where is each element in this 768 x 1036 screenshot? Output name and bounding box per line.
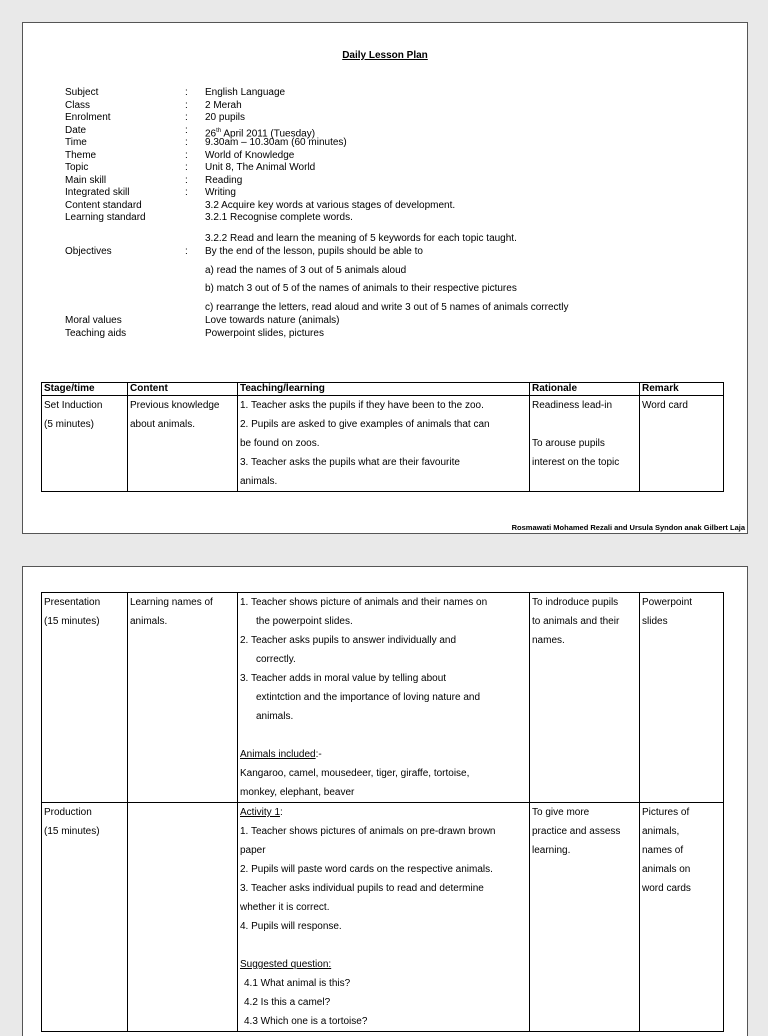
document-page-1	[22, 22, 748, 534]
objectives-colon: :	[185, 246, 188, 257]
lesson-table-page1	[41, 382, 724, 492]
cell-teaching: 1. Teacher shows picture of animals and their names on the powerpoint slides. 2. Teacher asks pupils to answer individually and correctly. 3. Teacher adds in moral value by telling about extintction and the importance of loving nature and animals. Animals included:- Kangaroo, camel, mousedeer, tiger, giraffe, tortoise, monkey, elephant, beaver	[238, 593, 530, 803]
info-label: Topic	[65, 162, 89, 173]
table-row-presentation	[42, 593, 724, 803]
info-value: World of Knowledge	[205, 149, 295, 161]
cell-content	[128, 803, 238, 1032]
header-remark: Remark	[640, 383, 724, 396]
info-value: 20 pupils	[205, 112, 246, 123]
objective-a: a) read the names of 3 out of 5 animals aloud	[205, 265, 407, 276]
learning-standard-2: 3.2.2 Read and learn the meaning of 5 keywords for each topic taught.	[205, 233, 517, 244]
info-colon: :	[185, 162, 188, 173]
info-label: Main skill	[65, 174, 107, 186]
info-colon: :	[185, 99, 188, 111]
info-label: Class	[65, 99, 91, 111]
table-row-production	[42, 803, 724, 1032]
suggested-question-heading: Suggested question:	[240, 959, 332, 970]
info-colon: :	[185, 112, 188, 123]
cell-content: Learning names of animals.	[128, 593, 238, 803]
table-row-set-induction	[42, 396, 724, 492]
cell-rationale: To give more practice and assess learning.	[530, 803, 640, 1032]
info-value: 26th April 2011 (Tuesday)	[205, 127, 316, 139]
header-content: Content	[128, 383, 238, 396]
info-colon: :	[185, 137, 188, 148]
table-header-row	[42, 383, 724, 396]
animals-included-heading: Animals included:-	[240, 749, 322, 760]
cell-teaching: Activity 1: 1. Teacher shows pictures of animals on pre-drawn brown paper 2. Pupils will paste word cards on the respective animals. 3. Teacher asks individual pupils to read and determine whether it is correct. 4. Pupils will response. Suggested question: 4.1 What animal is this? 4.2 Is this a camel? 4.3 Which one is a tortoise?	[238, 803, 530, 1032]
activity-heading: Activity 1:	[240, 807, 283, 818]
info-label: Date	[65, 124, 87, 136]
info-value: 3.2 Acquire key words at various stages of development.	[205, 199, 456, 211]
lesson-info	[23, 87, 743, 247]
info-value: 3.2.1 Recognise complete words.	[205, 212, 353, 223]
info-colon: :	[185, 87, 188, 98]
document-title: Daily Lesson Plan	[342, 50, 428, 61]
document-page-2	[22, 566, 748, 1036]
objective-b: b) match 3 out of 5 of the names of animals to their respective pictures	[205, 283, 517, 294]
info-label: Content standard	[65, 199, 142, 211]
info-value: 9.30am – 10.30am (60 minutes)	[205, 137, 347, 148]
footer-authors: Rosmawati Mohamed Rezali and Ursula Syndon anak Gilbert Laja	[511, 523, 745, 532]
teaching-aids-label: Teaching aids	[65, 328, 127, 339]
info-label: Enrolment	[65, 112, 111, 123]
objective-c: c) rearrange the letters, read aloud and write 3 out of 5 names of animals correctly	[205, 302, 569, 313]
info-label: Integrated skill	[65, 187, 130, 198]
info-value: Reading	[205, 174, 243, 186]
cell-stage: Set Induction (5 minutes)	[42, 396, 128, 492]
lesson-table-page2	[41, 592, 724, 1032]
info-value: English Language	[205, 87, 286, 98]
cell-rationale: To indroduce pupils to animals and their names.	[530, 593, 640, 803]
info-value: 2 Merah	[205, 99, 242, 111]
info-label: Time	[65, 137, 87, 148]
teaching-aids-value: Powerpoint slides, pictures	[205, 328, 324, 339]
info-label: Subject	[65, 87, 99, 98]
cell-content: Previous knowledge about animals.	[128, 396, 238, 492]
cell-teaching: 1. Teacher asks the pupils if they have been to the zoo. 2. Pupils are asked to give examples of animals that can be found on zoos. 3. Teacher asks the pupils what are their favourite animals.	[238, 396, 530, 492]
header-teaching: Teaching/learning	[238, 383, 530, 396]
header-stage: Stage/time	[42, 383, 128, 396]
info-value: Writing	[205, 187, 236, 198]
objectives-label: Objectives	[65, 246, 112, 257]
cell-stage: Presentation (15 minutes)	[42, 593, 128, 803]
info-label: Theme	[65, 149, 97, 161]
cell-remark: Powerpoint slides	[640, 593, 724, 803]
info-colon: :	[185, 124, 188, 136]
cell-stage: Production (15 minutes)	[42, 803, 128, 1032]
cell-remark: Pictures of animals, names of animals on word cards	[640, 803, 724, 1032]
info-colon: :	[185, 174, 188, 186]
moral-values-value: Love towards nature (animals)	[205, 315, 340, 326]
cell-rationale: Readiness lead-in To arouse pupils interest on the topic	[530, 396, 640, 492]
info-colon: :	[185, 149, 188, 161]
info-colon: :	[185, 187, 188, 198]
info-label: Learning standard	[65, 212, 146, 223]
moral-values-label: Moral values	[65, 315, 122, 326]
cell-remark: Word card	[640, 396, 724, 492]
header-rationale: Rationale	[530, 383, 640, 396]
info-value: Unit 8, The Animal World	[205, 162, 316, 173]
objectives-value: By the end of the lesson, pupils should be able to	[205, 246, 423, 257]
